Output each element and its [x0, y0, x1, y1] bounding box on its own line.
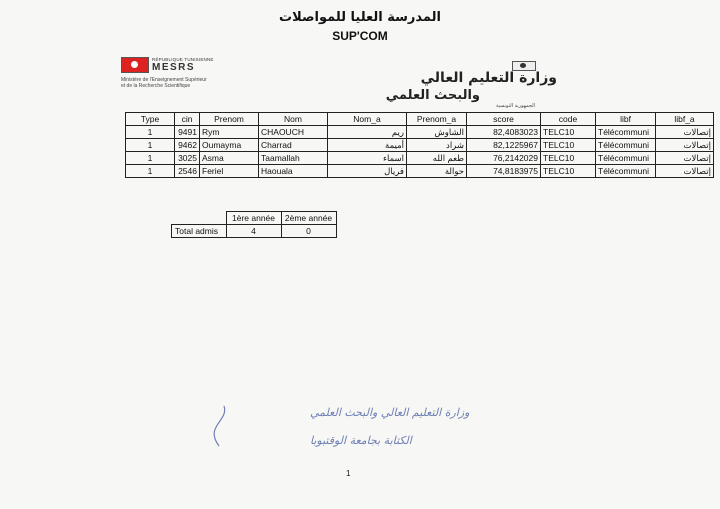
totals-header-row	[172, 212, 337, 225]
cell-score: 74,8183975	[467, 165, 541, 178]
ministry-acronym: MESRS	[152, 62, 196, 73]
stamp-line-2: الكتابة بجامعة الوقتبوبا	[310, 434, 412, 447]
cell-libf: Télécommuni	[596, 139, 656, 152]
cell-libf: Télécommuni	[596, 152, 656, 165]
tunisia-flag-icon	[121, 57, 149, 73]
ministry-line-1: Ministère de l'Enseignement Supérieur	[121, 77, 207, 83]
totals-col-1: 1ère année	[226, 212, 281, 225]
cell-prenom: Asma	[200, 152, 259, 165]
ministry-arabic-line-1: وزارة التعليم العالي	[420, 70, 557, 86]
cell-code: TELC10	[541, 165, 596, 178]
stamp-line-1: وزارة التعليم العالي والبحث العلمي	[310, 406, 470, 419]
col-prenom: Prenom	[200, 113, 259, 126]
table-row	[126, 165, 714, 178]
totals-corner	[172, 212, 227, 225]
cell-prenom-a: حوالة	[407, 165, 467, 178]
cell-code: TELC10	[541, 126, 596, 139]
ministry-line-2: et de la Recherche Scientifique	[121, 83, 191, 89]
signature-stroke	[214, 406, 225, 446]
col-cin: cin	[175, 113, 200, 126]
cell-prenom: Oumayma	[200, 139, 259, 152]
cell-nom: Haouala	[259, 165, 328, 178]
table-header-row	[126, 113, 714, 126]
cell-nom: Taamallah	[259, 152, 328, 165]
cell-score: 82,1225967	[467, 139, 541, 152]
cell-nom-a: ريم	[328, 126, 407, 139]
official-stamp-signature	[134, 396, 470, 456]
cell-nom: Charrad	[259, 139, 328, 152]
cell-score: 82,4083023	[467, 126, 541, 139]
cell-libf: Télécommuni	[596, 126, 656, 139]
cell-libf-a: إتصالات	[656, 165, 714, 178]
cell-nom-a: أميمة	[328, 139, 407, 152]
cell-libf-a: إتصالات	[656, 139, 714, 152]
cell-cin: 3025	[175, 152, 200, 165]
table-row	[126, 126, 714, 139]
republic-label: RÉPUBLIQUE TUNISIENNE	[152, 57, 214, 62]
totals-col-2: 2ème année	[281, 212, 336, 225]
cell-type: 1	[126, 165, 175, 178]
cell-nom: CHAOUCH	[259, 126, 328, 139]
table-row	[126, 152, 714, 165]
totals-value-1: 4	[226, 225, 281, 238]
cell-cin: 9462	[175, 139, 200, 152]
cell-prenom-a: الشاوش	[407, 126, 467, 139]
col-code: code	[541, 113, 596, 126]
cell-prenom-a: طعم الله	[407, 152, 467, 165]
col-type: Type	[126, 113, 175, 126]
cell-code: TELC10	[541, 139, 596, 152]
cell-cin: 9491	[175, 126, 200, 139]
cell-nom-a: اسماء	[328, 152, 407, 165]
cell-libf-a: إتصالات	[656, 126, 714, 139]
school-title: SUP'COM	[332, 29, 388, 43]
cell-code: TELC10	[541, 152, 596, 165]
cell-prenom-a: شراد	[407, 139, 467, 152]
page-number: 1	[346, 469, 351, 478]
cell-cin: 2546	[175, 165, 200, 178]
cell-prenom: Rym	[200, 126, 259, 139]
col-prenom-a: Prenom_a	[407, 113, 467, 126]
totals-value-2: 0	[281, 225, 336, 238]
cell-libf: Télécommuni	[596, 165, 656, 178]
cell-type: 1	[126, 139, 175, 152]
col-libf-a: libf_a	[656, 113, 714, 126]
cell-prenom: Feriel	[200, 165, 259, 178]
admitted-students-table	[125, 112, 714, 178]
ministry-arabic-line-2: والبحث العلمي	[385, 88, 480, 103]
cell-type: 1	[126, 152, 175, 165]
totals-row-label: Total admis	[172, 225, 227, 238]
col-libf: libf	[596, 113, 656, 126]
table-row	[126, 139, 714, 152]
republic-arabic-line: الجمهورية التونسية	[495, 103, 535, 109]
totals-table	[171, 211, 337, 238]
col-nom-a: Nom_a	[328, 113, 407, 126]
cell-type: 1	[126, 126, 175, 139]
school-title-arabic: المدرسة العليا للمواصلات	[279, 10, 441, 25]
cell-nom-a: فريال	[328, 165, 407, 178]
col-score: score	[467, 113, 541, 126]
cell-score: 76,2142029	[467, 152, 541, 165]
col-nom: Nom	[259, 113, 328, 126]
totals-row	[172, 225, 337, 238]
cell-libf-a: إتصالات	[656, 152, 714, 165]
